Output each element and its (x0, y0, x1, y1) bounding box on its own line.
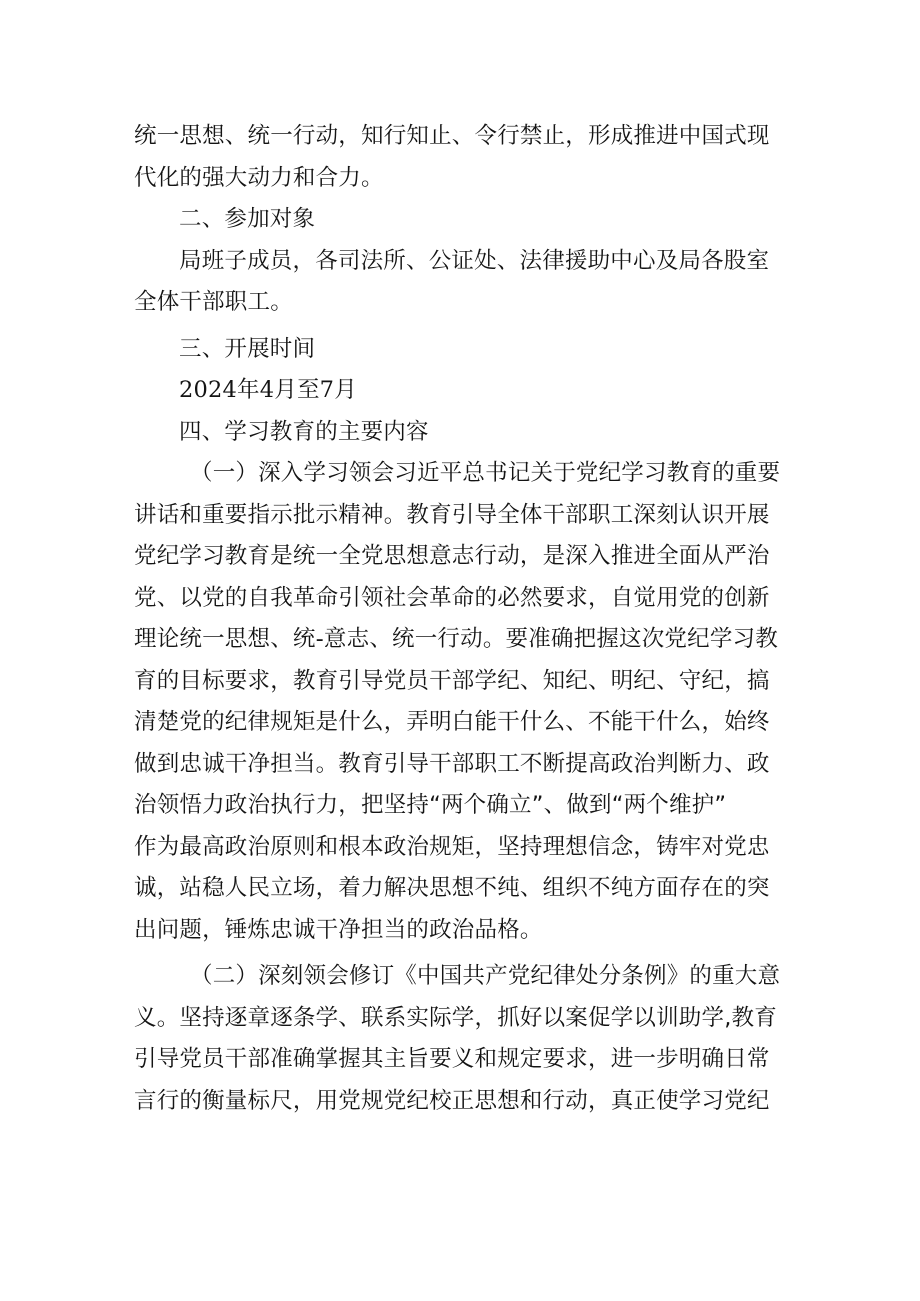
text-line: 引导党员干部准确掌握其主旨要义和规定要求，进一步明确日常 (134, 1046, 770, 1072)
text-line: （二）深刻领会修订《中国共产党纪律处分条例》的重大意 (190, 963, 781, 989)
text-line: 全体干部职工。 (134, 289, 293, 315)
schedule-date: 2024年4月至7月 (179, 377, 357, 403)
text-line: 理论统一思想、统-意志、统一行动。要准确把握这次党纪学习教 (134, 626, 778, 652)
text-line: 局班子成员，各司法所、公证处、法律援助中心及局各股室 (179, 247, 770, 274)
text-line: 党纪学习教育是统一全党思想意志行动，是深入推进全面从严治 (134, 543, 770, 569)
subsection-one (134, 453, 794, 951)
text-line: 诚，站稳人民立场，着力解决思想不纯、组织不纯方面存在的突 (134, 875, 770, 901)
document-body (134, 116, 794, 1122)
text-line: 统一思想、统一行动，知行知止、令行禁止，形成推进中国式现 (134, 123, 770, 149)
section-heading-schedule: 三、开展时间 (179, 335, 316, 362)
text-line: 作为最高政治原则和根本政治规矩，坚持理想信念，铸牢对党忠 (134, 833, 770, 860)
text-line: 做到忠诚干净担当。教育引导干部职工不断提高政治判断力、政 (134, 750, 770, 777)
text-line: 出问题，锤炼忠诚干净担当的政治品格。 (134, 916, 543, 943)
text-line: 治领悟力政治执行力，把坚持“两个确立”、做到“两个维护” (134, 792, 727, 818)
text-line: 代化的强大动力和合力。 (134, 164, 384, 191)
text-line: 党、以党的自我革命引领社会革命的必然要求，自觉用党的创新 (134, 584, 770, 611)
paragraph-purpose-continued (134, 116, 794, 199)
text-line: 育的目标要求，教育引导党员干部学纪、知纪、明纪、守纪，搞 (134, 667, 770, 694)
text-line: 清楚党的纪律规矩是什么，弄明白能干什么、不能干什么，始终 (134, 709, 770, 735)
paragraph-participants (134, 241, 794, 324)
section-heading-participants: 二、参加对象 (179, 206, 316, 232)
text-line: 言行的衡量标尺，用党规党纪校正思想和行动，真正使学习党纪 (134, 1087, 770, 1114)
section-heading-content: 四、学习教育的主要内容 (179, 418, 429, 445)
text-line: （一）深入学习领会习近平总书记关于党纪学习教育的重要 (190, 460, 781, 486)
subsection-two (134, 956, 794, 1122)
text-line: 讲话和重要指示批示精神。教育引导全体干部职工深刻认识开展 (134, 501, 770, 528)
text-line: 义。坚持逐章逐条学、联系实际学，抓好以案促学以训助学,教育 (134, 1004, 777, 1031)
